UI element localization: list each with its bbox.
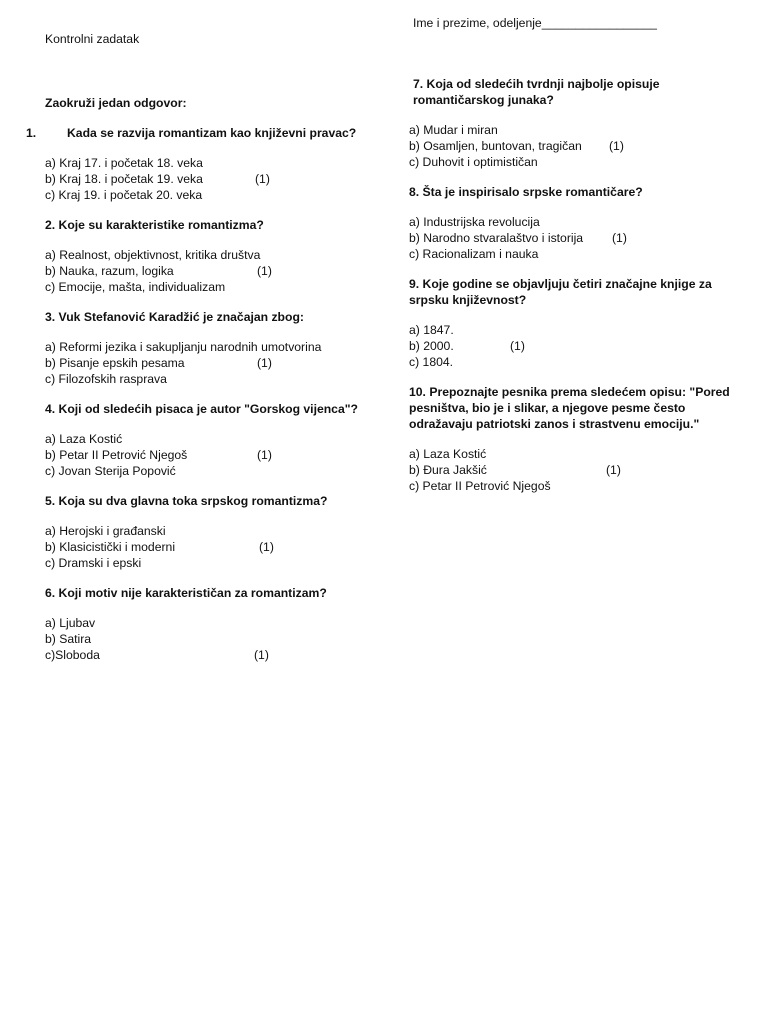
option-a: a) Laza Kostić — [45, 432, 123, 446]
question-number: 1. — [26, 126, 37, 140]
option-a: a) Herojski i građanski — [45, 524, 166, 538]
option-c: c) Filozofskih rasprava — [45, 372, 167, 386]
instruction: Zaokruži jedan odgovor: — [45, 96, 187, 110]
option-b — [45, 263, 385, 279]
option-c: c) 1804. — [409, 355, 454, 369]
question-text: Kada se razvija romantizam kao književni pravac? — [67, 126, 357, 140]
question-7 — [409, 76, 749, 170]
question-1 — [26, 125, 385, 203]
points: (1) — [510, 339, 525, 353]
option-c: c) Racionalizam i nauka — [409, 247, 539, 261]
points: (1) — [254, 648, 269, 662]
points: (1) — [257, 356, 272, 370]
option-b — [45, 355, 385, 371]
option-b — [45, 539, 385, 555]
option-c: c) Jovan Sterija Popović — [45, 464, 176, 478]
option-b: b) Satira — [45, 632, 92, 646]
option-text: c)Sloboda — [45, 648, 100, 662]
option-a: a) Reformi jezika i sakupljanju narodnih umotvorina — [45, 340, 322, 354]
option-a: a) Industrijska revolucija — [409, 215, 540, 229]
option-a: a) Ljubav — [45, 616, 96, 630]
option-a: a) Kraj 17. i početak 18. veka — [45, 156, 203, 170]
page-title: Kontrolni zadatak — [45, 32, 140, 46]
option-text: b) Petar II Petrović Njegoš — [45, 448, 188, 462]
option-c: c) Emocije, mašta, individualizam — [45, 280, 226, 294]
points: (1) — [612, 231, 627, 245]
option-c: c) Dramski i epski — [45, 556, 142, 570]
question-text: 6. Koji motiv nije karakterističan za romantizam? — [45, 586, 327, 600]
question-text: 7. Koja od sledećih tvrdnji najbolje opisuje romantičarskog junaka? — [413, 77, 660, 107]
name-field-label: Ime i prezime, odeljenje_________________ — [413, 16, 657, 30]
option-text: b) Đura Jakšić — [409, 463, 487, 477]
option-text: b) Osamljen, buntovan, tragičan — [409, 139, 582, 153]
option-b — [409, 230, 749, 246]
points: (1) — [257, 264, 272, 278]
option-text: b) Kraj 18. i početak 19. veka — [45, 172, 203, 186]
right-column — [409, 76, 749, 508]
option-b — [409, 462, 749, 478]
option-c: c) Petar II Petrović Njegoš — [409, 479, 551, 493]
points: (1) — [257, 448, 272, 462]
option-c: c) Duhovit i optimističan — [409, 155, 538, 169]
option-text: b) Pisanje epskih pesama — [45, 356, 185, 370]
option-a: a) 1847. — [409, 323, 454, 337]
points: (1) — [609, 139, 624, 153]
option-text: b) Nauka, razum, logika — [45, 264, 174, 278]
option-b — [409, 338, 749, 354]
option-text: b) Klasicistički i moderni — [45, 540, 176, 554]
option-a: a) Mudar i miran — [409, 123, 498, 137]
question-text: 3. Vuk Stefanović Karadžić je značajan zbog: — [45, 310, 304, 324]
points: (1) — [259, 540, 274, 554]
option-b — [45, 447, 385, 463]
question-2 — [45, 217, 385, 295]
question-text: 10. Prepoznajte pesnika prema sledećem opisu: "Pored pesništva, bio je i slikar, a njegove pesme često odražavaju patriotski zanos i strastvenu emociju." — [409, 385, 730, 431]
question-text: 2. Koje su karakteristike romantizma? — [45, 218, 264, 232]
points: (1) — [255, 172, 270, 186]
question-text: 4. Koji od sledećih pisaca je autor "Gorskog vijenca"? — [45, 402, 358, 416]
question-6 — [45, 585, 385, 663]
option-a: a) Realnost, objektivnost, kritika društva — [45, 248, 261, 262]
option-text: b) 2000. — [409, 339, 454, 353]
option-a: a) Laza Kostić — [409, 447, 487, 461]
question-4 — [45, 401, 385, 479]
question-9 — [409, 276, 749, 370]
question-text: 5. Koja su dva glavna toka srpskog romantizma? — [45, 494, 328, 508]
question-5 — [45, 493, 385, 571]
question-text: 8. Šta je inspirisalo srpske romantičare? — [409, 185, 643, 199]
question-8 — [409, 184, 749, 262]
question-text: 9. Koje godine se objavljuju četiri značajne knjige za srpsku književnost? — [409, 277, 712, 307]
question-3 — [45, 309, 385, 387]
option-b — [409, 138, 749, 154]
question-10 — [409, 384, 749, 494]
option-b — [45, 171, 385, 187]
left-column — [26, 95, 385, 677]
option-text: b) Narodno stvaralaštvo i istorija — [409, 231, 584, 245]
option-c: c) Kraj 19. i početak 20. veka — [45, 188, 203, 202]
option-c — [45, 647, 385, 663]
points: (1) — [606, 463, 621, 477]
